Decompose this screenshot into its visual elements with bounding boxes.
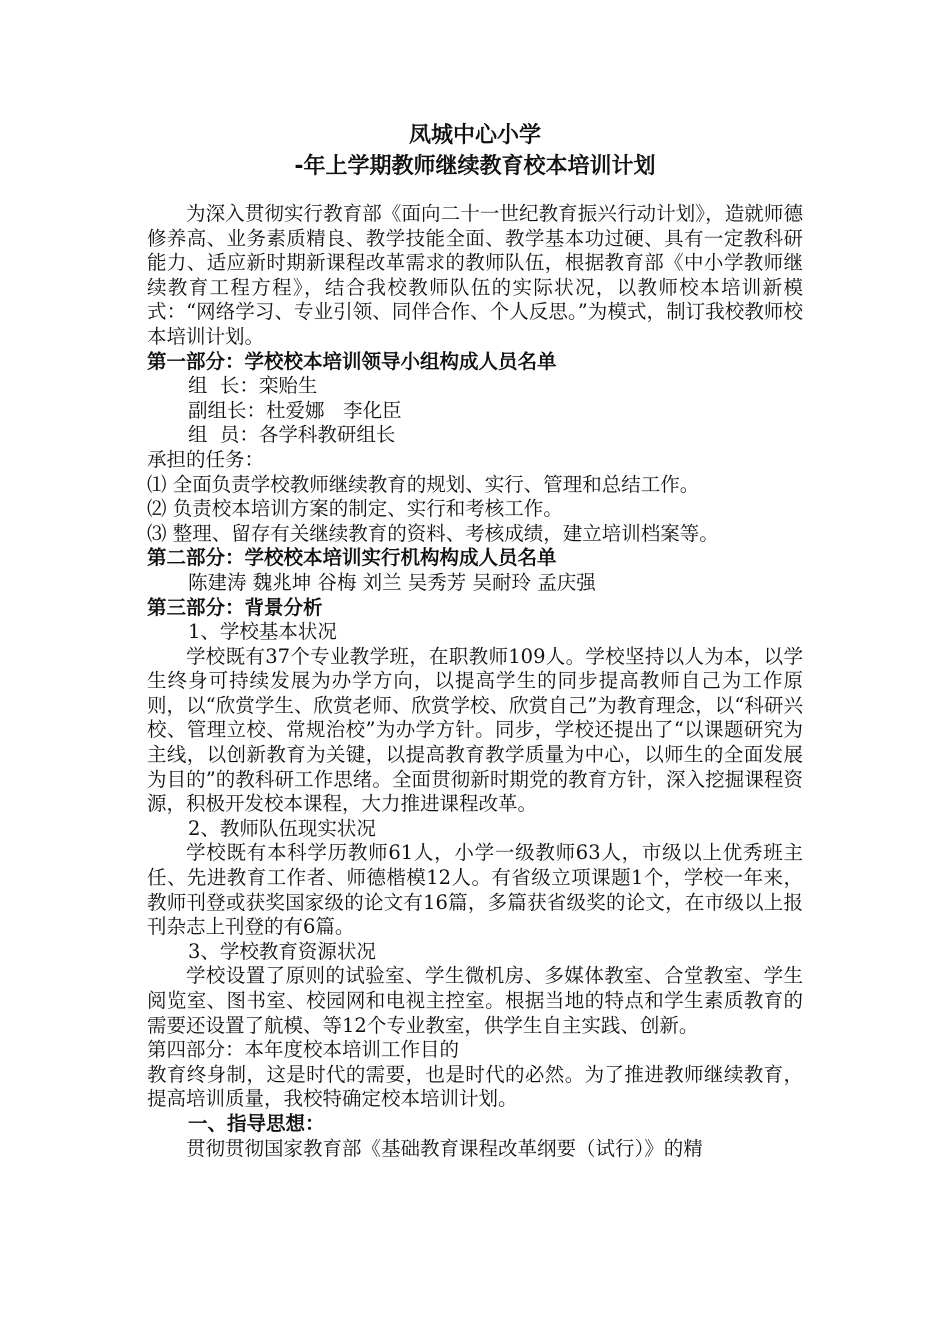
part4-paragraph: 教育终身制，这是时代的需要，也是时代的必然。为了推进教师继续教育，提高培训质量，我校特确定校本培训计划。: [147, 1062, 803, 1111]
intro-paragraph: 为深入贯彻实行教育部《面向二十一世纪教育振兴行动计划》，造就师德修养高、业务素质精良、教学技能全面、教学基本功过硬、具有一定教科研能力、适应新时期新课程改革需求的教师队伍，根据教育部《中小学教师继续教育工程方程》，结合我校教师队伍的实际状况，以教师校本培训新模式：“网络学习、专业引领、同伴合作、个人反思。”为模式，制订我校教师校本培训计划。: [147, 202, 803, 348]
part1-task-item: ⑵ 负责校本培训方案的制定、实行和考核工作。: [147, 497, 563, 521]
document-body: [147, 202, 803, 1161]
part4-heading: 第四部分：本年度校本培训工作目的: [147, 1038, 460, 1062]
part1-leader: 组 长：栾贻生: [188, 374, 318, 398]
part1-heading: 第一部分：学校校本培训领导小组构成人员名单: [147, 349, 557, 373]
document-title-plan: -年上学期教师继续教育校本培训计划: [294, 154, 656, 179]
part1-tasks-label: 承担的任务：: [147, 447, 265, 471]
part4-para1: 贯彻贯彻国家教育部《基础教育课程改革纲要（试行）》的精: [186, 1136, 703, 1160]
part1-vice-leader: 副组长：杜爱娜 李化臣: [188, 398, 402, 422]
part3-para1: 学校既有37个专业教学班，在职教师109人。学校坚持以人为本，以学生终身可持续发展为办学方向，以提高学生的同步提高教师自己为工作原则，以“欣赏学生、欣赏老师、欣赏学校、欣赏自己”为教育理念，以“科研兴校、管理立校、常规治校”为办学方针。同步，学校还提出了“以课题研究为主线，以创新教育为关键，以提高教育教学质量为中心，以师生的全面发展为目的”的教科研工作思绪。全面贯彻新时期党的教育方针，深入挖掘课程资源，积极开发校本课程，大力推进课程改革。: [147, 644, 803, 816]
part2-names: 陈建涛 魏兆坤 谷梅 刘兰 吴秀芳 吴耐玲 孟庆强: [188, 570, 596, 594]
part4-sub1: 一、指导思想：: [188, 1111, 325, 1135]
part1-task-item: ⑴ 全面负责学校教师继续教育的规划、实行、管理和总结工作。: [147, 472, 700, 496]
document-title-school: 凤城中心小学: [408, 123, 541, 148]
part3-sub2: 2、教师队伍现实状况: [188, 816, 376, 840]
part3-heading: 第三部分：背景分析: [147, 595, 323, 619]
part1-task-item: ⑶ 整理、留存有关继续教育的资料、考核成绩，建立培训档案等。: [147, 521, 719, 545]
part3-para2: 学校既有本科学历教师61人，小学一级教师63人，市级以上优秀班主任、先进教育工作者、师德楷模12人。有省级立项课题1个，学校一年来，教师刊登或获奖国家级的论文有16篇，多篇获省级奖的论文，在市级以上报刊杂志上刊登的有6篇。: [147, 841, 803, 939]
part3-sub3: 3、学校教育资源状况: [188, 939, 376, 963]
part3-sub1: 1、学校基本状况: [188, 620, 337, 644]
part3-para3: 学校设置了原则的试验室、学生微机房、多媒体教室、合堂教室、学生阅览室、图书室、校园网和电视主控室。根据当地的特点和学生素质教育的需要还设置了航模、等12个专业教室，供学生自主实践、创新。: [147, 964, 803, 1037]
part1-members: 组 员：各学科教研组长: [188, 423, 396, 447]
part2-heading: 第二部分：学校校本培训实行机构构成人员名单: [147, 546, 557, 570]
